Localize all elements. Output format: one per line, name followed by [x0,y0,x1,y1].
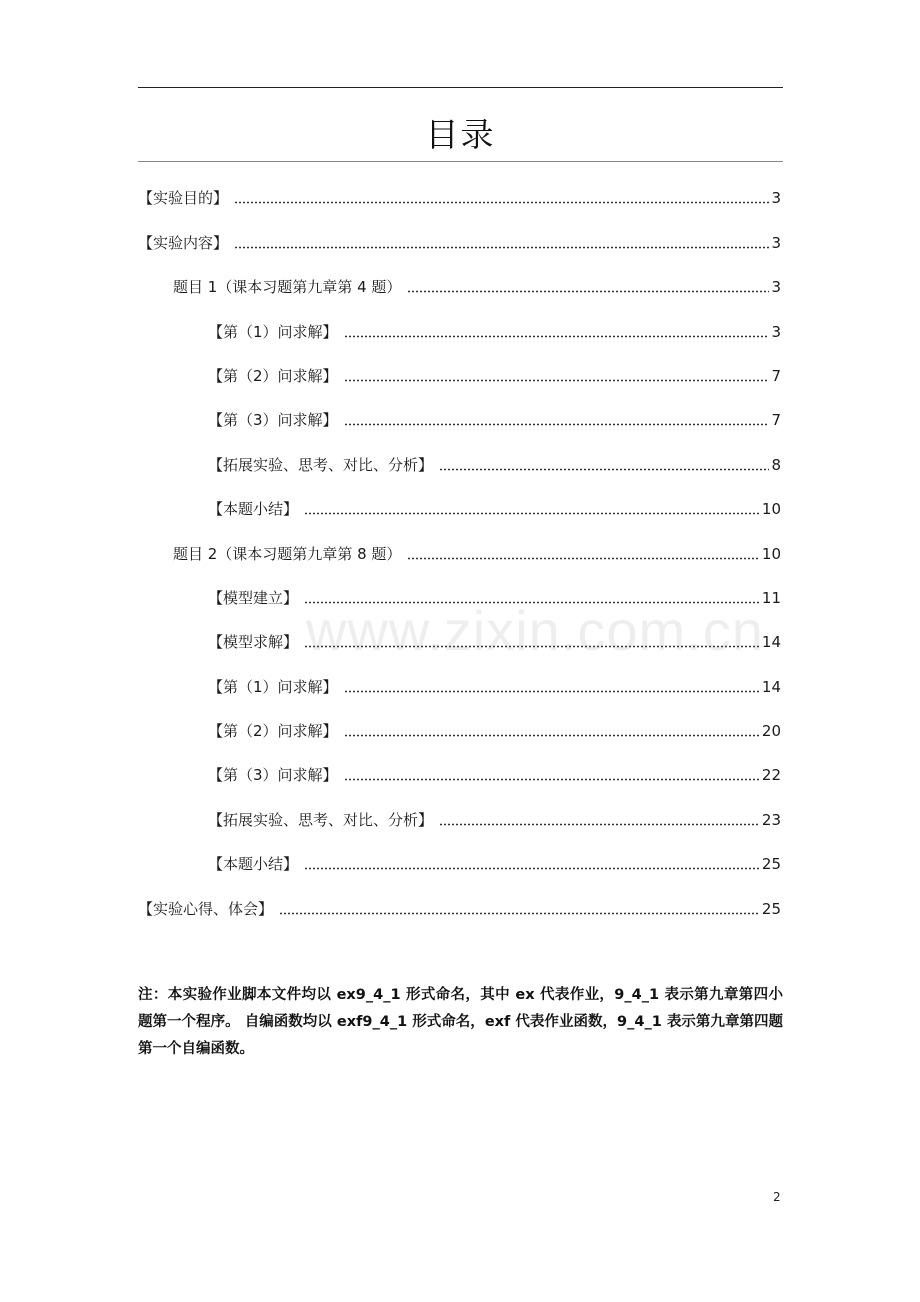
toc-dot-leader [407,290,769,293]
toc-entry-page: 3 [771,189,781,208]
toc-entry-label: 【本题小结】 [208,855,299,874]
toc-entry-label: 题目 1（课本习题第九章第 4 题） [173,278,402,297]
toc-entry-page: 14 [761,633,781,652]
toc-entry-page: 8 [771,455,781,474]
toc-dot-leader [234,201,769,204]
table-of-contents [138,170,781,925]
toc-dot-leader [407,557,760,560]
watermark: www.zixin.com.cn [306,599,764,662]
toc-entry[interactable] [138,259,781,303]
toc-dot-leader [344,423,770,426]
toc-entry-page: 20 [761,722,781,741]
toc-entry-page: 7 [771,366,781,385]
toc-dot-leader [344,690,760,693]
toc-dot-leader [344,335,770,338]
toc-entry-label: 【第（2）问求解】 [208,722,338,741]
toc-entry[interactable] [138,481,781,525]
toc-dot-leader [439,823,760,826]
page-number: 2 [773,1190,781,1204]
toc-entry[interactable] [138,303,781,347]
toc-entry-page: 10 [761,500,781,519]
toc-entry-page: 23 [761,810,781,829]
header-rule [138,87,783,88]
toc-entry-page: 14 [761,677,781,696]
toc-dot-leader [304,601,760,604]
toc-dot-leader [304,512,760,515]
toc-dot-leader [344,734,760,737]
toc-entry-page: 3 [771,322,781,341]
toc-dot-leader [344,778,760,781]
toc-dot-leader [304,867,760,870]
toc-entry-label: 【拓展实验、思考、对比、分析】 [208,455,434,474]
toc-dot-leader [279,912,760,915]
toc-entry-page: 3 [771,278,781,297]
toc-entry[interactable] [138,791,781,835]
toc-entry-label: 【实验目的】 [138,189,229,208]
toc-entry-label: 【本题小结】 [208,500,299,519]
toc-dot-leader [344,379,770,382]
title-underline [138,161,783,162]
toc-dot-leader [439,468,769,471]
toc-entry-label: 【第（3）问求解】 [208,411,338,430]
toc-entry-label: 【模型求解】 [208,633,299,652]
toc-entry-label: 【拓展实验、思考、对比、分析】 [208,810,434,829]
toc-entry[interactable] [138,747,781,791]
toc-entry-page: 7 [771,411,781,430]
toc-entry[interactable] [138,570,781,614]
toc-entry[interactable] [138,614,781,658]
toc-entry-label: 【实验内容】 [138,233,229,252]
toc-entry[interactable] [138,436,781,480]
toc-entry[interactable] [138,392,781,436]
toc-entry[interactable] [138,880,781,924]
toc-entry[interactable] [138,214,781,258]
toc-entry-label: 【第（2）问求解】 [208,366,338,385]
toc-entry[interactable] [138,703,781,747]
page-title: 目录 [425,115,496,154]
toc-entry-page: 3 [771,233,781,252]
toc-entry-label: 题目 2（课本习题第九章第 8 题） [173,544,402,563]
toc-entry-page: 25 [761,855,781,874]
toc-entry-label: 【实验心得、体会】 [138,899,274,918]
toc-entry[interactable] [138,170,781,214]
toc-entry[interactable] [138,658,781,702]
toc-dot-leader [304,645,760,648]
toc-entry-label: 【模型建立】 [208,588,299,607]
toc-entry-page: 10 [761,544,781,563]
toc-entry[interactable] [138,525,781,569]
naming-note: 注：本实验作业脚本文件均以 ex9_4_1 形式命名，其中 ex 代表作业，9_4_1 表示第九章第四小题第一个程序。 自编函数均以 exf9_4_1 形式命名，exf 代表作业函数，9_4_1 表示第九章第四题第一个自编函数。 [138,987,783,1057]
toc-entry-page: 22 [761,766,781,785]
toc-entry-label: 【第（1）问求解】 [208,677,338,696]
toc-dot-leader [234,246,769,249]
toc-entry-page: 11 [761,588,781,607]
toc-entry-page: 25 [761,899,781,918]
toc-entry-label: 【第（1）问求解】 [208,322,338,341]
toc-entry[interactable] [138,836,781,880]
toc-entry-label: 【第（3）问求解】 [208,766,338,785]
toc-entry[interactable] [138,348,781,392]
